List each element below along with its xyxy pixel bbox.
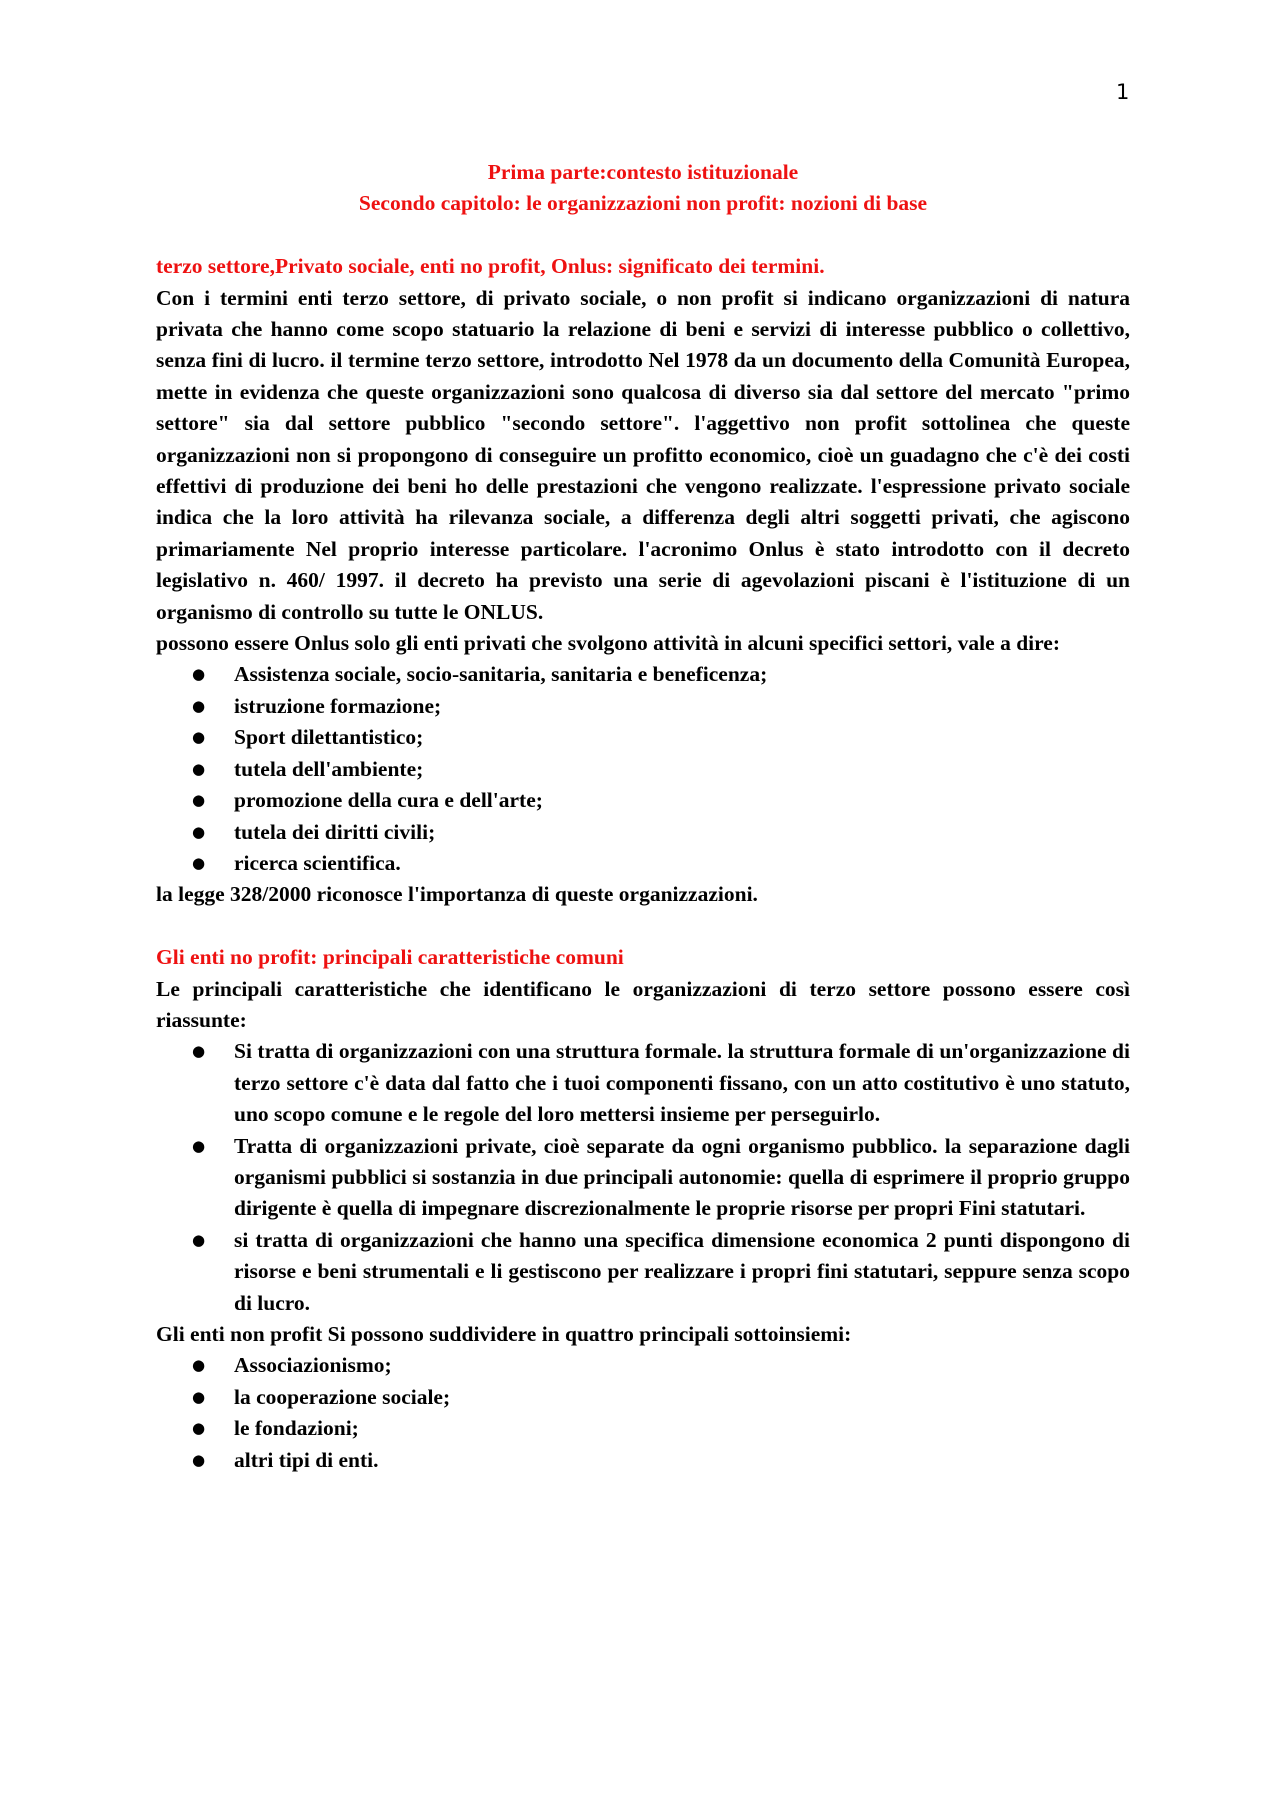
bullet-icon: ● [192, 791, 206, 810]
list-item: ● le fondazioni; [234, 1413, 1130, 1444]
list-item: ● altri tipi di enti. [234, 1445, 1130, 1476]
bullet-icon: ● [192, 696, 206, 715]
law-closing-line: la legge 328/2000 riconosce l'importanza di queste organizzazioni. [156, 882, 758, 907]
list-item: ● Associazionismo; [234, 1350, 1130, 1381]
bullet-icon: ● [192, 665, 206, 684]
list-item: ● Si tratta di organizzazioni con una struttura formale. la struttura formale di un'organizzazione di terzo settore c'è data dal fatto che i tuoi componenti fissano, con un atto costitutivo è uno statuto, uno scopo comune e le regole del loro mettersi insieme per perseguirlo. [234, 1036, 1130, 1130]
chapter-title: Secondo capitolo: le organizzazioni non profit: nozioni di base [358, 191, 928, 216]
section-heading-characteristics: Gli enti no profit: principali caratteristiche comuni [156, 945, 624, 970]
list-item: ● istruzione formazione; [234, 691, 1130, 722]
spacer [156, 220, 1130, 251]
subsets-list [156, 1350, 1130, 1476]
bullet-icon: ● [192, 759, 206, 778]
bullet-icon: ● [192, 853, 206, 872]
list-item: ● tutela dell'ambiente; [234, 754, 1130, 785]
page-number: 1 [1116, 80, 1130, 104]
list-item: ● promozione della cura e dell'arte; [234, 785, 1130, 816]
list-item: ● la cooperazione sociale; [234, 1382, 1130, 1413]
bullet-icon: ● [192, 1356, 206, 1375]
bullet-icon: ● [192, 1450, 206, 1469]
section-heading-terms: terzo settore,Privato sociale, enti no profit, Onlus: significato dei termini. [156, 254, 825, 279]
list-item: ● Sport dilettantistico; [234, 722, 1130, 753]
list-item: ● si tratta di organizzazioni che hanno una specifica dimensione economica 2 punti dispongono di risorse e beni strumentali e li gestiscono per realizzare i propri fini statutari, seppure senza scopo di lucro. [234, 1225, 1130, 1319]
bullet-icon: ● [192, 1230, 206, 1249]
document-title: Prima parte:contesto istituzionale [487, 160, 799, 184]
document-body [156, 157, 1130, 1476]
onlus-sectors-list [156, 659, 1130, 879]
list-item: ● tutela dei diritti civili; [234, 817, 1130, 848]
list-item: ● ricerca scientifica. [234, 848, 1130, 879]
bullet-icon: ● [192, 728, 206, 747]
bullet-icon: ● [192, 822, 206, 841]
onlus-sectors-intro: possono essere Onlus solo gli enti privati che svolgono attività in alcuni specifici settori, vale a dire: [156, 631, 1060, 656]
terms-paragraph: Con i termini enti terzo settore, di privato sociale, o non profit si indicano organizzazioni di natura privata che hanno come scopo statuario la relazione di beni e servizi di interesse pubblico o collettivo, senza fini di lucro. il termine terzo settore, introdotto Nel 1978 da un documento della Comunità Europea, mette in evidenza che queste organizzazioni sono qualcosa di diverso sia dal settore del mercato "primo settore" sia dal settore pubblico "secondo settore". l'aggettivo non profit sottolinea che queste organizzazioni non si propongono di conseguire un profitto economico, cioè un guadagno che c'è dei costi effettivi di produzione dei beni ho delle prestazioni che vengono realizzate. l'espressione privato sociale indica che la loro attività ha rilevanza sociale, a differenza degli altri soggetti privati, che agiscono primariamente Nel proprio interesse particolare. l'acronimo Onlus è stato introdotto con il decreto legislativo n. 460/ 1997. il decreto ha previsto una serie di agevolazioni piscani è l'istituzione di un organismo di controllo su tutte le ONLUS. [156, 285, 1130, 624]
subsets-intro: Gli enti non profit Si possono suddividere in quattro principali sottoinsiemi: [156, 1322, 852, 1346]
bullet-icon: ● [192, 1136, 206, 1155]
bullet-icon: ● [192, 1419, 206, 1438]
bullet-icon: ● [192, 1042, 206, 1061]
characteristics-intro: Le principali caratteristiche che identificano le organizzazioni di terzo settore possono essere così riassunte: [156, 976, 1130, 1032]
list-item: ● Tratta di organizzazioni private, cioè separate da ogni organismo pubblico. la separazione dagli organismi pubblici si sostanzia in due principali autonomie: quella di esprimere il proprio gruppo dirigente è quella di impegnare discrezionalmente le proprie risorse per propri Fini statutari. [234, 1131, 1130, 1225]
bullet-icon: ● [192, 1387, 206, 1406]
list-item: ● Assistenza sociale, socio-sanitaria, sanitaria e beneficenza; [234, 659, 1130, 690]
characteristics-list [156, 1036, 1130, 1319]
spacer [156, 911, 1130, 942]
